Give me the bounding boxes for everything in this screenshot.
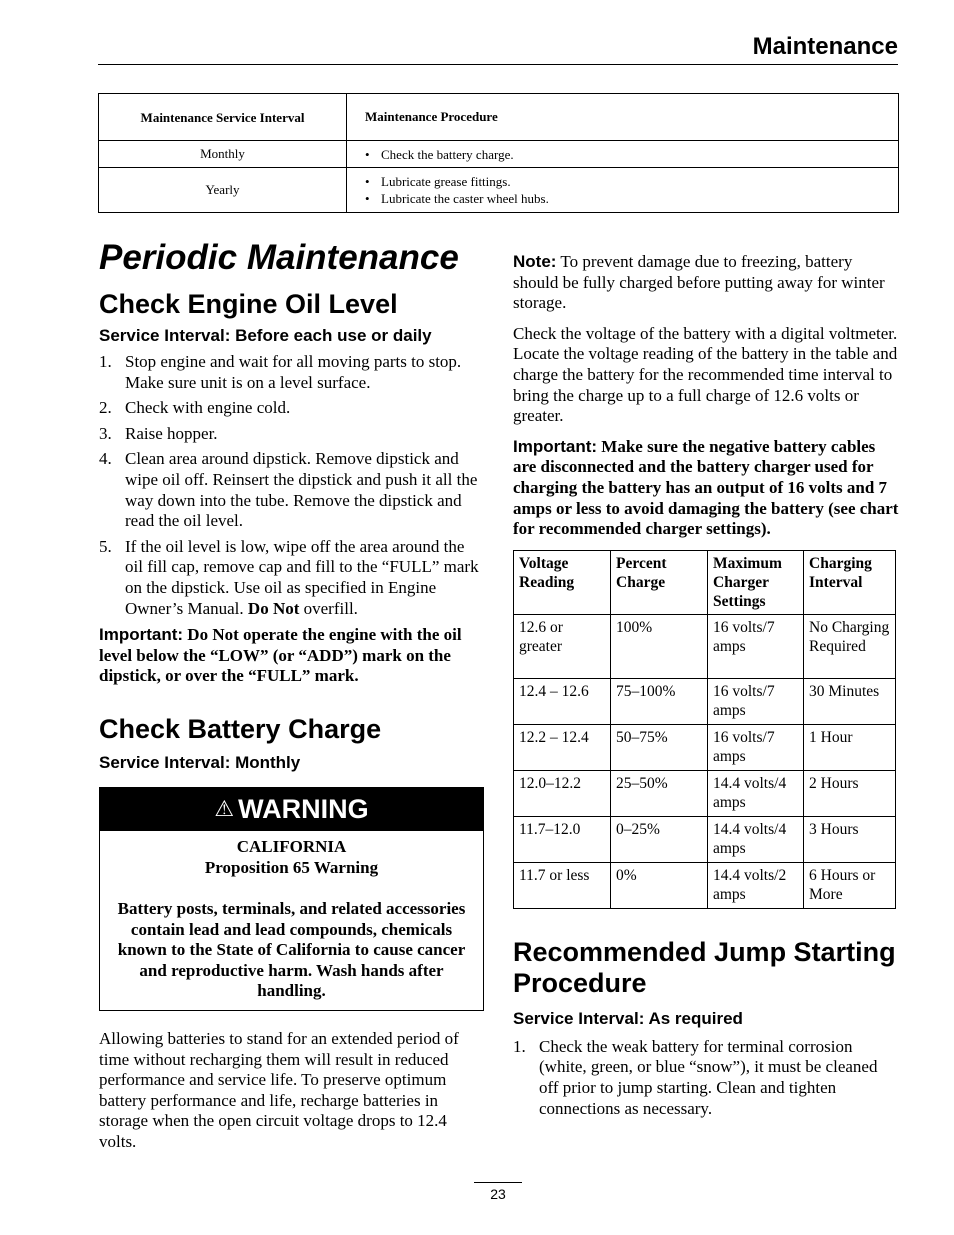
- table-cell: 6 Hours or More: [804, 862, 896, 908]
- list-item: • Lubricate grease fittings.: [381, 173, 897, 190]
- schedule-interval-cell: Monthly: [99, 141, 347, 168]
- table-cell: 12.2 – 12.4: [514, 724, 611, 770]
- list-item: 2. Check with engine cold.: [99, 398, 291, 418]
- table-row: [514, 724, 896, 770]
- jump-start-heading: Recommended Jump Starting Procedure: [513, 936, 896, 998]
- list-item: • Check the battery charge.: [381, 146, 897, 163]
- table-cell: 11.7–12.0: [514, 816, 611, 862]
- table-cell: 2 Hours: [804, 770, 896, 816]
- oil-important-note: Important: Do Not operate the engine with the oil level below the “LOW” (or “ADD”) mark on the dipstick, or over the “FULL” mark.: [99, 625, 462, 686]
- column-header: Charging Interval: [804, 550, 896, 614]
- oil-heading: Check Engine Oil Level: [99, 289, 398, 319]
- column-header: Percent Charge: [611, 550, 708, 614]
- warning-box: [99, 787, 484, 1011]
- table-cell: 14.4 volts/2 amps: [708, 862, 804, 908]
- list-item: • Lubricate the caster wheel hubs.: [381, 190, 897, 207]
- table-cell: 16 volts/7 amps: [708, 678, 804, 724]
- table-row: [514, 862, 896, 908]
- table-cell: 25–50%: [611, 770, 708, 816]
- table-row: [514, 678, 896, 724]
- table-cell: 12.4 – 12.6: [514, 678, 611, 724]
- table-cell: 12.6 or greater: [514, 614, 611, 678]
- warning-banner: ⚠ WARNING: [100, 788, 483, 831]
- maintenance-schedule-table: [98, 93, 899, 213]
- schedule-interval-cell: Yearly: [99, 168, 347, 213]
- right-column: [513, 252, 899, 1124]
- list-item: 1. Check the weak battery for terminal corrosion (white, green, or blue “snow”), it must be cleaned off prior to jump starting. Clean and tighten connections as necessary.: [513, 1036, 878, 1118]
- section-title: Maintenance: [752, 33, 898, 60]
- jump-steps: [513, 1037, 899, 1119]
- table-cell: 100%: [611, 614, 708, 678]
- table-row: [99, 168, 899, 213]
- table-cell: 12.0–12.2: [514, 770, 611, 816]
- table-cell: 0%: [611, 862, 708, 908]
- table-cell: 16 volts/7 amps: [708, 724, 804, 770]
- table-cell: 0–25%: [611, 816, 708, 862]
- table-cell: 1 Hour: [804, 724, 896, 770]
- header-rule: [98, 64, 898, 65]
- list-item: 4. Clean area around dipstick. Remove dipstick and wipe oil off. Reinsert the dipstick and push it all the way down into the tube. Remove the dipstick and read the oil level.: [99, 449, 478, 531]
- warning-triangle-icon: ⚠: [214, 796, 235, 822]
- battery-heading: Check Battery Charge: [99, 713, 382, 744]
- table-cell: No Charging Required: [804, 614, 896, 678]
- freeze-note: Note: To prevent damage due to freezing, battery should be fully charged before putting away for winter storage.: [513, 252, 885, 313]
- list-item: 5. If the oil level is low, wipe off the area around the oil fill cap, remove cap and fill to the “FULL” mark on the dipstick. Use oil as specified in Engine Owner’s Manual. Do Not overfill.: [99, 536, 479, 618]
- page-number: 23: [474, 1182, 522, 1202]
- list-item: 3. Raise hopper.: [99, 423, 218, 443]
- schedule-procedure-cell: [347, 168, 899, 213]
- table-cell: 16 volts/7 amps: [708, 614, 804, 678]
- table-cell: 50–75%: [611, 724, 708, 770]
- oil-steps: [99, 352, 484, 619]
- battery-storage-paragraph: Allowing batteries to stand for an extended period of time without recharging them will result in reduced performance and service life. To preserve optimum battery performance and life, recharge batteries in storage when the open circuit voltage drops to 12.4 volts.: [99, 1029, 459, 1152]
- column-header: Maximum Charger Settings: [708, 550, 804, 614]
- schedule-procedure-cell: [347, 141, 899, 168]
- page-title: Periodic Maintenance: [99, 238, 459, 277]
- table-cell: 14.4 volts/4 amps: [708, 816, 804, 862]
- battery-service-interval: Service Interval: Monthly: [99, 752, 301, 772]
- voltmeter-paragraph: Check the voltage of the battery with a digital voltmeter. Locate the voltage reading of the battery in the table and charge the battery for the recommended time interval to bring the charge up to a full charge of 12.6 volts or greater.: [513, 323, 898, 426]
- table-cell: 11.7 or less: [514, 862, 611, 908]
- warning-text: CALIFORNIA Proposition 65 Warning Battery posts, terminals, and related accessories contain lead and lead compounds, chemicals known to the State of California to cause cancer and reproductive harm. Wash hands after handling.: [117, 836, 466, 1001]
- list-item: 1. Stop engine and wait for all moving parts to stop. Make sure unit is on a level surface.: [99, 352, 462, 392]
- left-column: [99, 236, 484, 1153]
- table-header-row: [514, 550, 896, 614]
- table-row: [514, 770, 896, 816]
- schedule-header-procedure: Maintenance Procedure: [347, 94, 899, 141]
- charger-important-note: Important: Make sure the negative battery cables are disconnected and the battery charger used for charging the battery has an output of 16 volts and 7 amps or less to avoid damaging the battery (see chart for recommended charger settings).: [513, 436, 899, 539]
- table-cell: 3 Hours: [804, 816, 896, 862]
- table-row: [514, 816, 896, 862]
- table-cell: 30 Minutes: [804, 678, 896, 724]
- table-row: [514, 614, 896, 678]
- schedule-header-interval: Maintenance Service Interval: [99, 94, 347, 141]
- jump-service-interval: Service Interval: As required: [513, 1008, 743, 1028]
- table-cell: 14.4 volts/4 amps: [708, 770, 804, 816]
- column-header: Voltage Reading: [514, 550, 611, 614]
- oil-service-interval: Service Interval: Before each use or daily: [99, 326, 432, 345]
- battery-charge-table: [513, 550, 896, 909]
- table-row: [99, 141, 899, 168]
- table-cell: 75–100%: [611, 678, 708, 724]
